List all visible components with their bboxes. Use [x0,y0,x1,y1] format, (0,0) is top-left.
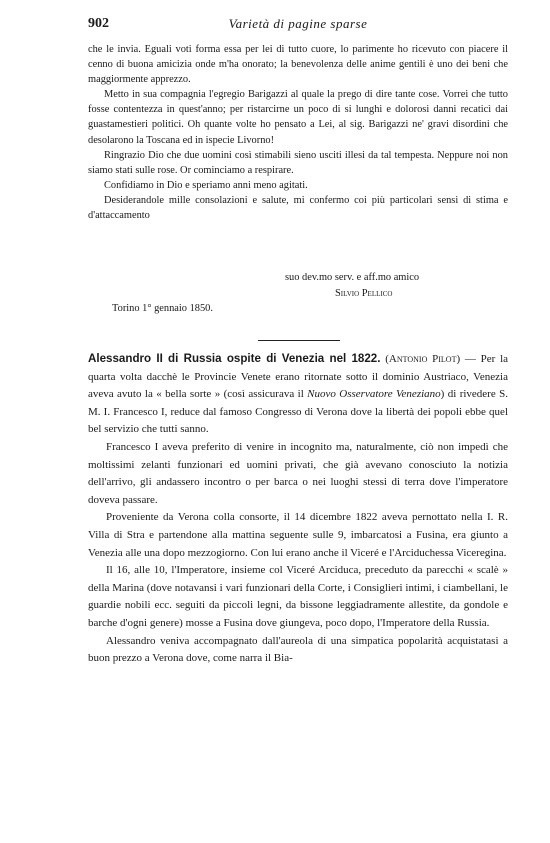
article-body [88,350,508,668]
section-divider [258,340,340,341]
newspaper-title: Nuovo Osservatore Veneziano [307,388,441,401]
letter-paragraph: Metto in sua compagnia l'egregio Barigazzi al quale la prego di dire tante cose. Vorrei che tutto fosse contentezza in quest'anno; per ristarcirne un poco di si lunghi e dolorosi danni recaticì dai guastamestieri politici. Oh quante volte ho pensato a Lei, al sig. Barigazzi ne' gravi disordini che desolarono la Toscana ed in ispecie Livorno! [88,89,508,146]
letter-body [88,42,508,223]
page-header [88,16,508,34]
letter-paragraph: Ringrazio Dio che due uomini così stimabili sieno usciti illesi da tal tempesta. Neppure noi non siamo stati sulle rose. Or cominciamo a respirare. [88,149,508,176]
article-title: Alessandro II di Russia ospite di Venezia nel 1822. [88,352,381,365]
running-title: Varietà di pagine sparse [228,16,368,31]
article-text: ) di rivedere S. M. I. Francesco I, reduce dal famoso Congresso di Verona dove la libertà dei popoli ebbe quel bel servizio che tutti sanno. [88,388,508,436]
page-number: 902 [88,16,109,31]
article-text: — Per la quarta volta dacchè le Provincie Venete erano ritornate sotto il dominio Austriaco, Venezia aveva avuto la « bella sorte » (così assicurava il [88,353,509,401]
letter-signature: Silvio Pellico [335,288,393,299]
letter-paragraph: Confidiamo in Dio e speriamo anni meno agitati. [104,179,308,191]
letter-closing: suo dev.mo serv. e aff.mo amico [285,272,420,283]
article-paragraph: Il 16, alle 10, l'Imperatore, insieme col Viceré Arciduca, preceduto da parecchi « scalè » della Marina (dove notavansi i vari funzionari della Corte, i Consiglieri intimi, i ciambellani, le guardie nobili ecc. seguiti da piccoli legni, da bissone leggiadramente allestite, da gondole e barche d'ogni genere) mosse a Fusina dove giungeva, poco dopo, l'Imperatore della Russia. [88,564,508,629]
letter-signature-block [285,270,419,302]
article-paragraph: Proveniente da Verona colla consorte, il 14 dicembre 1822 aveva pernottato nella I. R. Villa di Stra e partendone alla mattina seguente sulle 9, imbarcatosi a Fusina, era giunto a Venezia alle una dopo mezzogiorno. Con lui erano anche il Viceré e l'Arciduchessa Viceregina. [88,511,508,559]
article-author: (Antonio Pilot) [385,353,461,365]
article-paragraph: Francesco I aveva preferito di venire in incognito ma, naturalmente, ciò non impedì che moltissimi zelanti funzionari ed uomini privati, che già avevano conosciuto la notizia dell'arrivo, gli andassero incontro o per barca o nei luoghi stessi di terra dove l'imperatore doveva passare. [88,440,508,506]
letter-paragraph: Desiderandole mille consolazioni e salute, mi confermo coi più particolari sensi di stima e d'attaccamento [88,194,508,222]
letter-place-date: Torino 1° gennaio 1850. [112,303,213,314]
article-paragraph: Alessandro veniva accompagnato dall'aureola di una simpatica popolarità acquistatasi a buon prezzo a Verona dove, come narra il Bia- [88,634,508,665]
letter-paragraph: che le invia. Eguali voti forma essa per lei di tutto cuore, lo parimente ho ricevuto con piacere il cenno di buona amicizia onde m'ha onorato; la benevolenza delle anime gentili è uno dei beni che maggiormente apprezzo. [88,44,508,86]
article-paragraph [88,350,508,439]
